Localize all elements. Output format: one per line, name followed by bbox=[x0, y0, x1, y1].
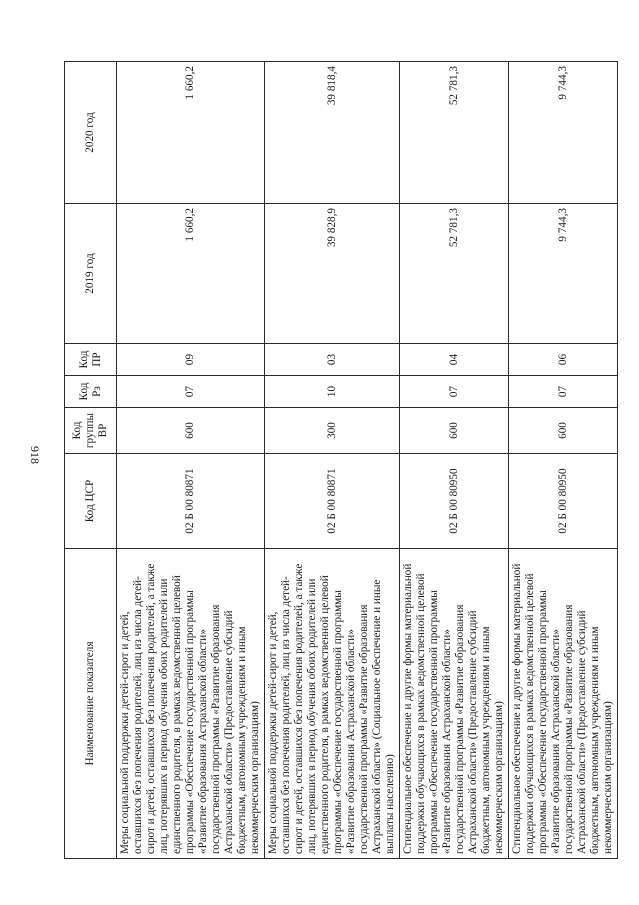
page-number-text: 918 bbox=[28, 446, 42, 464]
table-row bbox=[400, 62, 509, 859]
budget-table bbox=[64, 61, 618, 859]
table-header-row bbox=[65, 62, 117, 859]
row-vr: 600 bbox=[117, 408, 265, 454]
row-name: Стипендиальное обеспечение и другие формы материальной поддержки обучающихся в рамках ведомственной целевой программы «Обеспечение государственной программы «Развитие образования Астраханской области» государственной программы «Развитие образования Астраханской области» (Предоставление субсидий бюджетным, автономным учреждениям и иным некоммерческим организациям) bbox=[509, 549, 618, 859]
row-rz: 10 bbox=[265, 376, 400, 408]
row-2020: 39 818,4 bbox=[265, 62, 400, 204]
row-csr: 02 Б 00 80871 bbox=[265, 454, 400, 549]
row-2019: 52 781,3 bbox=[400, 204, 509, 344]
header-csr: Код ЦСР bbox=[65, 454, 117, 549]
header-2019: 2019 год bbox=[65, 204, 117, 344]
table-row bbox=[509, 62, 618, 859]
row-2019: 9 744,3 bbox=[509, 204, 618, 344]
header-name: Наименование показателя bbox=[65, 549, 117, 859]
row-csr: 02 Б 00 80950 bbox=[509, 454, 618, 549]
row-2019: 39 828,9 bbox=[265, 204, 400, 344]
row-rz: 07 bbox=[117, 376, 265, 408]
row-name: Меры социальной поддержки детей-сирот и детей, оставшихся без попечения родителей, лиц из числа детей-сирот и детей, оставшихся без попечения родителей, а также лиц, потерявших в период обучения обоих родителей или единственного родителя, в рамках ведомственной целевой программы «Обеспечение государственной программы «Развитие образования Астраханской области» государственной программы «Развитие образования Астраханской области» (Предоставление субсидий бюджетным, автономным учреждениям и иным некоммерческим организациям) bbox=[117, 549, 265, 859]
row-pr: 03 bbox=[265, 344, 400, 376]
row-name: Меры социальной поддержки детей-сирот и детей, оставшихся без попечения родителей, лиц из числа детей-сирот и детей, оставшихся без попечения родителей, а также лиц, потерявших в период обучения обоих родителей или единственного родителя, в рамках ведомственной целевой программы «Обеспечение государственной программы «Развитие образования Астраханской области» государственной программы «Развитие образования Астраханской области» (Социальное обеспечение и иные выплаты населению) bbox=[265, 549, 400, 859]
header-vr: Код группы ВР bbox=[65, 408, 117, 454]
row-name: Стипендиальное обеспечение и другие формы материальной поддержки обучающихся в рамках ведомственной целевой программы «Обеспечение государственной программы «Развитие образования Астраханской области» государственной программы «Развитие образования Астраханской области» (Предоставление субсидий бюджетным, автономным учреждениям и иным некоммерческим организациям) bbox=[400, 549, 509, 859]
row-vr: 300 bbox=[265, 408, 400, 454]
page-number bbox=[30, 445, 46, 465]
row-pr: 04 bbox=[400, 344, 509, 376]
row-csr: 02 Б 00 80871 bbox=[117, 454, 265, 549]
row-pr: 09 bbox=[117, 344, 265, 376]
header-pr: Код ПР bbox=[65, 344, 117, 376]
row-rz: 07 bbox=[509, 376, 618, 408]
row-vr: 600 bbox=[400, 408, 509, 454]
row-csr: 02 Б 00 80950 bbox=[400, 454, 509, 549]
row-2020: 9 744,3 bbox=[509, 62, 618, 204]
row-2020: 1 660,2 bbox=[117, 62, 265, 204]
table-container bbox=[64, 62, 614, 859]
row-2020: 52 781,3 bbox=[400, 62, 509, 204]
table-row bbox=[117, 62, 265, 859]
header-rz: Код Рз bbox=[65, 376, 117, 408]
table-row bbox=[265, 62, 400, 859]
table-frame bbox=[64, 62, 614, 859]
row-pr: 06 bbox=[509, 344, 618, 376]
row-2019: 1 660,2 bbox=[117, 204, 265, 344]
header-2020: 2020 год bbox=[65, 62, 117, 204]
row-vr: 600 bbox=[509, 408, 618, 454]
row-rz: 07 bbox=[400, 376, 509, 408]
